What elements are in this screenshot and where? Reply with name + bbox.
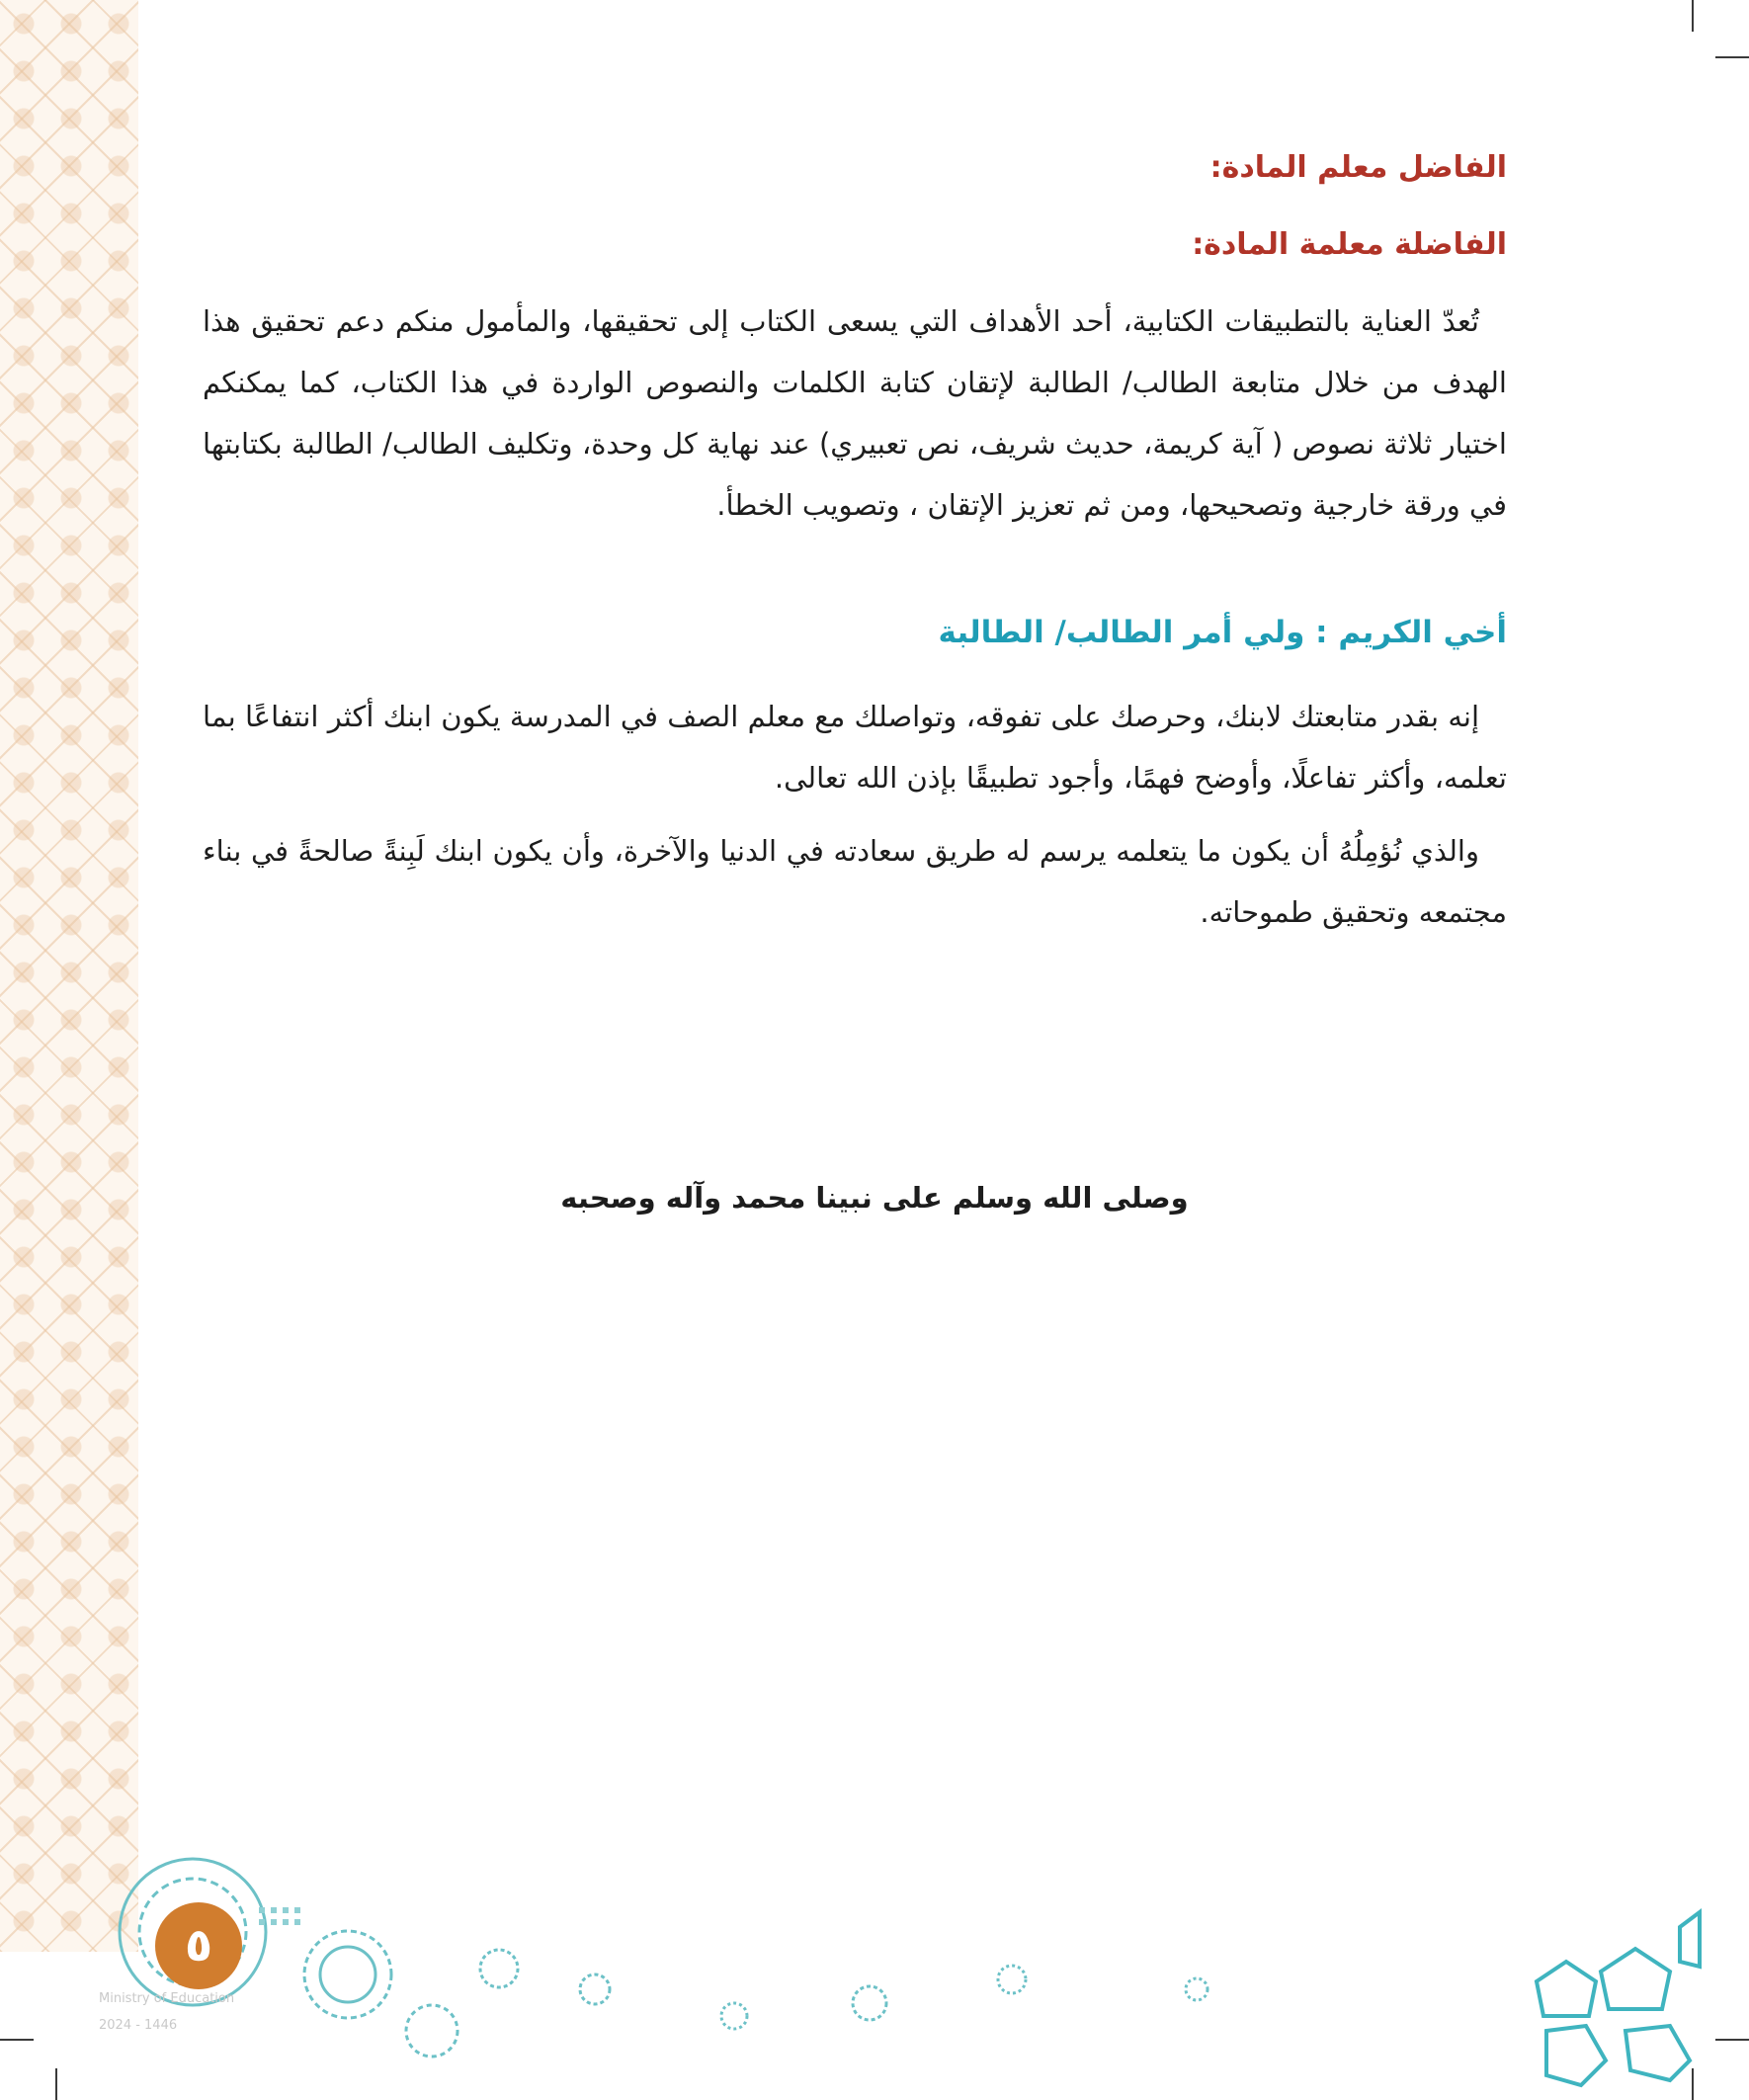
guardian-paragraph-1 [203, 686, 1507, 808]
page-number-badge: ٥ [155, 1902, 242, 1989]
rosette-ornament [320, 1947, 375, 2002]
heading-teacher-female: الفاضلة معلمة المادة: [1192, 227, 1507, 262]
crop-mark [1692, 2068, 1694, 2100]
closing-blessing: وصلى الله وسلم على نبينا محمد وآله وصحبه [560, 1181, 1189, 1215]
heading-teacher-male-block [203, 150, 1507, 185]
dot-grid-ornament [259, 1919, 265, 1925]
heading-teacher-male: الفاضل معلم المادة: [1209, 150, 1507, 185]
rosette-ornament [304, 1931, 391, 2018]
hexagon-ornament [1625, 2026, 1690, 2080]
crop-mark [1715, 56, 1749, 58]
heading-teacher-female-block [203, 227, 1507, 262]
crop-mark [1715, 2039, 1749, 2041]
rosette-ornament [1186, 1978, 1208, 2000]
heading-guardian: أخي الكريم : ولي أمر الطالب/ الطالبة [938, 615, 1507, 650]
rosette-ornament [853, 1986, 886, 2020]
teachers-paragraph-text: تُعدّ العناية بالتطبيقات الكتابية، أحد الأهداف التي يسعى الكتاب إلى تحقيقها، والمأمول منكم دعم تحقيق هذا الهدف من خلال متابعة الطالب/ الطالبة لإتقان كتابة الكلمات والنصوص الواردة في هذا الكتاب، كما يمكنكم اختيار ثلاثة نصوص ( آية كريمة، حديث شريف، نص تعبيري) عند نهاية كل وحدة، وتكليف الطالب/ الطالبة بكتابتها في ورقة خارجية وتصحيحها، ومن ثم تعزيز الإتقان ، وتصويب الخطأ. [203, 304, 1507, 522]
dot-grid-ornament [271, 1907, 277, 1913]
hexagon-ornament [1680, 1912, 1700, 1967]
guardian-paragraph-2-text: والذي نُؤمِلُهُ أن يكون ما يتعلمه يرسم له طريق سعادته في الدنيا والآخرة، وأن يكون ابنك لَبِنةً صالحةً في بناء مجتمعه وتحقيق طموحاته. [203, 834, 1507, 929]
hexagon-ornament [1601, 1949, 1670, 2009]
guardian-paragraph-1-block [203, 686, 1507, 808]
dot-grid-ornament [294, 1919, 300, 1925]
guardian-paragraph-1-text: إنه بقدر متابعتك لابنك، وحرصك على تفوقه، وتواصلك مع معلم الصف في المدرسة يكون ابنك أكثر انتفاعًا بما تعلمه، وأكثر تفاعلًا، وأوضح فهمًا، وأجود تطبيقًا بإذن الله تعالى. [203, 700, 1507, 795]
dot-grid-ornament [271, 1919, 277, 1925]
crop-mark [55, 2068, 57, 2100]
dot-grid-ornament [294, 1907, 300, 1913]
heading-guardian-block [203, 615, 1507, 650]
dot-grid-ornament [283, 1907, 289, 1913]
ministry-label: Ministry of Education [99, 1991, 235, 2006]
guardian-paragraph-2 [203, 820, 1507, 943]
rosette-ornament [480, 1950, 518, 1987]
dot-grid-ornament [259, 1907, 265, 1913]
rosette-ornament [721, 2003, 747, 2029]
dot-grid-ornament [283, 1919, 289, 1925]
decorative-side-pattern [0, 0, 138, 1952]
year-label: 2024 - 1446 [99, 2018, 178, 2033]
crop-mark [1692, 0, 1694, 32]
rosette-ornament [580, 1974, 610, 2004]
rosette-ornament [406, 2005, 458, 2057]
hexagon-ornament [1537, 1962, 1596, 2016]
teachers-paragraph [203, 291, 1507, 536]
teachers-paragraph-block [203, 291, 1507, 536]
guardian-paragraph-2-block [203, 820, 1507, 943]
crop-mark [0, 2039, 34, 2041]
rosette-ornament [998, 1966, 1026, 1993]
hexagon-ornament [1546, 2026, 1606, 2085]
